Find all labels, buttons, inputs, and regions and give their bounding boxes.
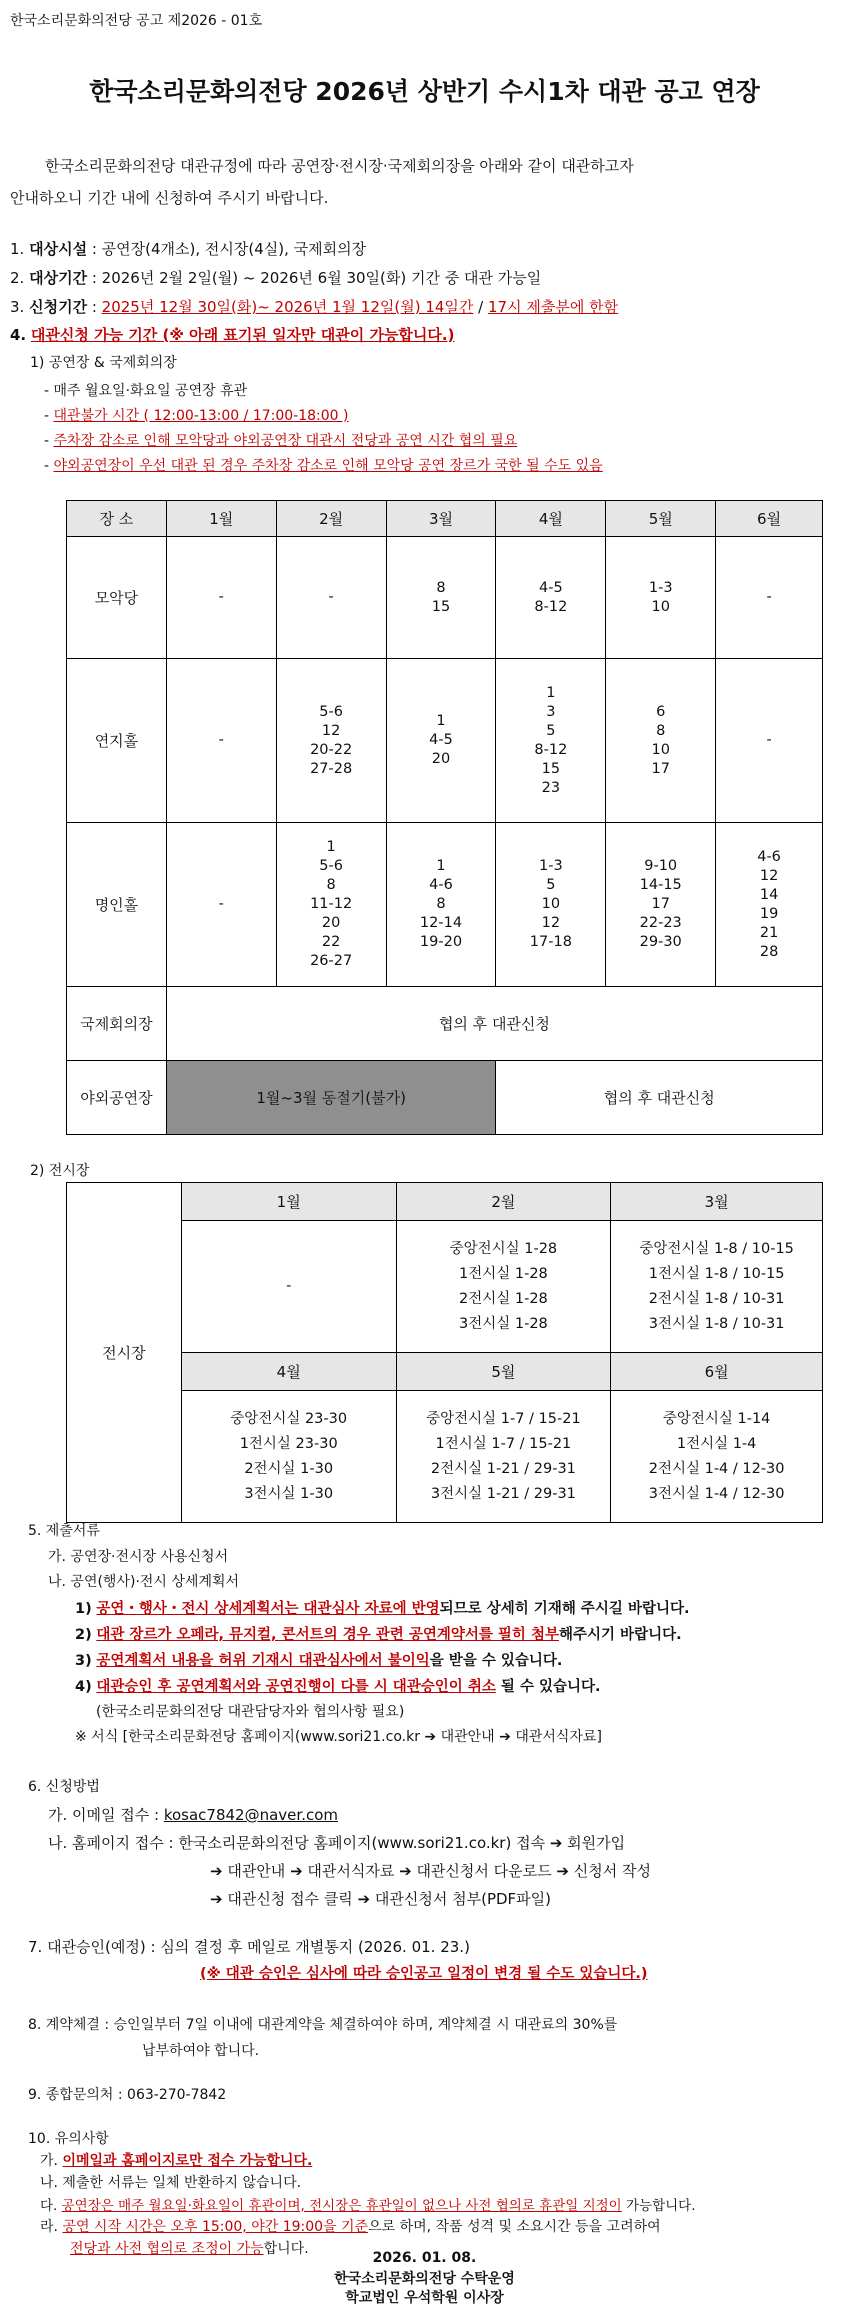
item-number: 3. [10,298,25,316]
date-line: 19-20 [419,934,463,950]
s5-na: 나. 공연(행사)·전시 상세계획서 [48,1574,240,1590]
date-line: 14 [759,886,779,903]
table-row [67,823,823,987]
exhibit-line: 1전시실 1-7 / 15-21 [435,1435,572,1452]
list-number: 1) [75,1601,92,1617]
table-row [67,537,823,659]
date-line: - [766,589,772,605]
item-value: : 2026년 2월 2일(월) ~ 2026년 6월 30일(화) 기간 중 대관 가능일 [91,269,542,287]
item-number: 2. [10,269,25,287]
venue-name: 전시장 [67,1183,182,1523]
date-cell [496,659,606,823]
exhibit-line: 3전시실 1-8 / 10-31 [648,1315,785,1332]
date-line: 10 [651,598,670,615]
bullet: - [44,408,54,424]
date-line: 10 [651,741,670,758]
venue-name: 모악당 [67,537,167,659]
date-cell [496,537,606,659]
date-line: 14-15 [639,877,682,893]
emphasis: 전당과 사전 협의로 조정이 가능 [70,2241,264,2257]
s8-line-2: 납부하여야 합니다. [142,2043,260,2059]
emphasis: 대관승인 후 공연계획서와 공연진행이 다를 시 대관승인이 취소 [96,1679,496,1695]
date-cell [716,659,823,823]
exhibit-line: 2전시실 1-8 / 10-31 [648,1290,785,1307]
date-line: 10 [541,896,561,912]
date-line: 1 [436,713,446,729]
perf-note-1: - 매주 월요일·화요일 공연장 휴관 [44,383,248,399]
list-text: 을 받을 수 있습니다. [429,1653,563,1669]
s5-line-3 [75,1649,562,1670]
item-colon: : [91,298,102,316]
intro-line-2: 안내하오니 기간 내에 신청하여 주시기 바랍니다. [10,189,329,207]
list-text: 으로 하며, 작품 성격 및 소요시간 등을 고려하여 [368,2219,661,2235]
list-text: 가능합니다. [621,2198,696,2214]
footer-date: 2026. 01. 08. [372,2250,477,2266]
exhibit-line: 중앙전시실 1-8 / 10-15 [639,1240,794,1257]
date-cell [496,823,606,987]
date-cell [606,823,716,987]
date-line: 26-27 [310,953,353,969]
column-header: 2월 [396,1183,611,1221]
column-header: 2월 [276,501,386,537]
exhibit-cell [396,1391,611,1523]
date-line: 6 [656,703,666,720]
date-line: 5 [546,722,556,739]
list-text: 되므로 상세히 기재해 주시길 바랍니다. [439,1601,690,1617]
exhibit-line: 3전시실 1-30 [244,1485,334,1502]
item-label: 대상기간 [29,269,88,287]
item-facilities [10,238,366,259]
date-cell [166,659,276,823]
table-row [67,659,823,823]
date-line: 4-6 [757,848,781,865]
item-label: 대상시설 [29,240,88,258]
date-cell [276,537,386,659]
date-line: 12 [759,867,779,884]
date-line: 28 [759,943,779,960]
date-line: 4-5 [429,732,453,748]
exhibit-cell [611,1221,823,1353]
exhibit-line: 2전시실 1-4 / 12-30 [648,1460,785,1477]
column-header: 3월 [611,1183,823,1221]
email-label: 가. 이메일 접수 : [48,1806,164,1824]
date-line: 15 [431,598,451,615]
column-header: 6월 [716,501,823,537]
perf-heading: 1) 공연장 & 국제회의장 [30,355,177,371]
item-label: 신청기간 [29,298,88,316]
column-header: 5월 [606,501,716,537]
exhibit-line: 1전시실 1-4 [676,1435,757,1452]
application-deadline: 17시 제출분에 한함 [488,298,619,316]
date-line: 23 [541,779,561,796]
s10-ga [40,2150,312,2170]
date-line: 5-6 [319,703,343,720]
column-header: 4월 [496,501,606,537]
date-line: 21 [759,924,779,941]
date-line: 5-6 [319,858,343,874]
column-header: 4월 [181,1353,396,1391]
date-line: 1 [546,684,556,701]
intro-line-1: 한국소리문화의전당 대관규정에 따라 공연장·전시장·국제회의장을 아래와 같이 대관하고자 [45,157,634,175]
date-line: 17-18 [529,934,572,950]
footer-org: 한국소리문화의전당 수탁운영 [334,2271,515,2287]
date-cell [166,537,276,659]
footer-corp: 학교법인 우석학원 이사장 [345,2290,504,2306]
s10-da [40,2194,696,2214]
intl-consult-cell: 협의 후 대관신청 [166,987,822,1061]
item-number: 4. [10,326,27,344]
date-cell [386,537,496,659]
date-cell [386,823,496,987]
table-header-row [67,501,823,537]
date-line: 19 [759,905,779,922]
exhibit-line: 2전시실 1-21 / 29-31 [430,1460,576,1477]
date-line: 3 [546,703,556,720]
item-separator: / [473,298,488,316]
date-line: 27-28 [310,760,353,777]
date-line: - [766,732,772,748]
date-line: 17 [651,896,670,912]
date-cell [276,823,386,987]
list-number: 3) [75,1653,92,1669]
date-cell [606,537,716,659]
page-title: 한국소리문화의전당 2026년 상반기 수시1차 대관 공고 연장 [89,77,760,106]
date-cell [716,537,823,659]
email-link[interactable]: kosac7842@naver.com [163,1806,338,1824]
venue-name: 명인홀 [67,823,167,987]
bullet: - [44,458,54,474]
outdoor-consult-cell: 협의 후 대관신청 [496,1061,823,1135]
date-line: 20-22 [310,741,353,758]
s10-heading: 10. 유의사항 [28,2131,109,2147]
s9-contact: 9. 종합문의처 : 063-270-7842 [28,2087,227,2103]
s10-ra [40,2216,661,2236]
date-cell [606,659,716,823]
exhibit-cell [611,1391,823,1523]
item-application-period [10,296,618,317]
date-line: 8 [436,579,446,596]
table-header-row [67,1183,823,1221]
s5-line-1 [75,1597,689,1618]
list-text: 될 수 있습니다. [495,1679,601,1695]
emphasis: 대관 장르가 오페라, 뮤지컬, 콘서트의 경우 관련 공연계약서를 필히 첨부 [96,1627,559,1643]
exhibit-line: 중앙전시실 1-7 / 15-21 [426,1410,581,1427]
item-value: : 공연장(4개소), 전시장(4실), 국제회의장 [91,240,367,258]
date-line: 29-30 [639,934,682,950]
exhibit-cell [396,1221,611,1353]
exhibit-line: 중앙전시실 23-30 [230,1410,348,1427]
date-cell [386,659,496,823]
exhibit-line: - [286,1278,292,1294]
date-line: 8 [326,877,336,893]
exhibit-line: 2전시실 1-30 [244,1460,334,1477]
outdoor-note: 야외공연장이 우선 대관 된 경우 주차장 감소로 인해 모악당 공연 장르가 국한 될 수도 있음 [53,458,603,474]
venue-name: 연지홀 [67,659,167,823]
s5-line-2 [75,1623,682,1644]
s6-email [48,1804,338,1825]
exhibit-line: 1전시실 23-30 [239,1435,338,1452]
column-header: 5월 [396,1353,611,1391]
list-number: 라. [40,2219,63,2235]
perf-note-3 [44,430,517,450]
date-line: - [218,589,224,605]
date-line: 11-12 [310,896,353,912]
date-cell [276,659,386,823]
date-line: 22-23 [639,915,682,931]
date-line: 1 [326,839,336,855]
item-available-dates [10,324,454,345]
date-line: 8 [436,896,446,912]
s6-homepage-2: ➔ 대관안내 ➔ 대관서식자료 ➔ 대관신청서 다운로드 ➔ 신청서 작성 [210,1862,651,1880]
list-text: 합니다. [263,2241,309,2257]
exhibit-cell [181,1221,396,1353]
date-line: 20 [321,915,341,931]
s6-homepage-3: ➔ 대관신청 접수 클릭 ➔ 대관신청서 첨부(PDF파일) [210,1890,552,1908]
date-line: 8-12 [534,741,568,758]
date-line: 22 [321,934,341,950]
exhibit-line: 중앙전시실 1-28 [449,1240,558,1257]
perf-note-4 [44,455,603,475]
date-line: 8-12 [534,598,568,615]
column-header: 장 소 [67,501,167,537]
date-line: - [328,589,334,605]
item-number: 1. [10,240,25,258]
date-cell [716,823,823,987]
table-row [67,1061,823,1135]
perf-note-2 [44,405,349,425]
exhibit-line: 중앙전시실 1-14 [662,1410,771,1427]
column-header: 3월 [386,501,496,537]
date-line: 15 [541,760,561,777]
s6-homepage-1: 나. 홈페이지 접수 : 한국소리문화의전당 홈페이지(www.sori21.co.kr) 접속 ➔ 회원가입 [48,1834,626,1852]
parking-note: 주차장 감소로 인해 모악당과 야외공연장 대관시 전당과 공연 시간 협의 필요 [53,433,518,449]
date-line: - [218,896,224,912]
exhibit-schedule-table [66,1182,823,1523]
item-period [10,267,541,288]
list-number: 4) [75,1679,92,1695]
date-line: 12 [541,915,561,931]
date-line: 1-3 [648,579,673,596]
exhibit-line: 3전시실 1-4 / 12-30 [648,1485,785,1502]
s5-line-4-note: (한국소리문화의전당 대관담당자와 협의사항 필요) [96,1704,405,1720]
date-line: 5 [546,877,556,893]
list-text: 해주시기 바랍니다. [558,1627,682,1643]
s6-heading: 6. 신청방법 [28,1779,100,1795]
date-line: 17 [651,760,670,777]
table-row [67,987,823,1061]
exhibit-line: 3전시실 1-28 [459,1315,548,1332]
date-line: 4-6 [429,877,453,893]
venue-name: 국제회의장 [67,987,167,1061]
s7-heading: 7. 대관승인(예정) : 심의 결정 후 메일로 개별통지 (2026. 01. 23.) [28,1938,470,1956]
list-number: 가. [40,2153,63,2169]
date-line: 12-14 [419,915,463,931]
date-line: - [218,732,224,748]
date-line: 12 [321,722,341,739]
list-number: 다. [40,2198,62,2214]
column-header: 1월 [181,1183,396,1221]
unavailable-hours: 대관불가 시간 ( 12:00-13:00 / 17:00-18:00 ) [53,408,349,424]
date-line: 20 [431,751,451,767]
s5-ga: 가. 공연장·전시장 사용신청서 [48,1549,229,1565]
outdoor-closed-cell: 1월~3월 동절기(불가) [166,1061,496,1135]
date-line: 1 [436,858,446,874]
emphasis: 공연・행사・전시 상세계획서는 대관심사 자료에 반영 [96,1601,440,1617]
exhibit-line: 1전시실 1-8 / 10-15 [648,1265,785,1282]
emphasis: 공연장은 매주 월요일·화요일이 휴관이며, 전시장은 휴관일이 없으나 사전 협의로 휴관일 지정이 [61,2198,622,2214]
column-header: 6월 [611,1353,823,1391]
s8-line-1: 8. 계약체결 : 승인일부터 7일 이내에 대관계약을 체결하여야 하며, 계약체결 시 대관료의 30%를 [28,2017,618,2033]
s5-form-note: ※ 서식 [한국소리문화전당 홈페이지(www.sori21.co.kr ➔ 대관안내 ➔ 대관서식자료] [75,1729,602,1745]
s7-note: (※ 대관 승인은 심사에 따라 승인공고 일정이 변경 될 수도 있습니다.) [200,1966,648,1982]
available-dates-notice: 대관신청 가능 기간 (※ 아래 표기된 일자만 대관이 가능합니다.) [30,326,455,344]
date-cell [166,823,276,987]
perf-schedule-table [66,500,823,1135]
exhibit-line: 2전시실 1-28 [459,1290,548,1307]
s5-heading: 5. 제출서류 [28,1523,100,1539]
exhibit-cell [181,1391,396,1523]
date-line: 1-3 [539,858,563,874]
date-line: 4-5 [539,579,563,596]
exhibit-heading: 2) 전시장 [30,1163,90,1179]
s5-line-4 [75,1675,601,1696]
application-dates: 2025년 12월 30일(화)~ 2026년 1월 12일(월) 14일간 [101,298,474,316]
exhibit-line: 1전시실 1-28 [459,1265,548,1282]
emphasis: 공연 시작 시간은 오후 15:00, 야간 19:00을 기준 [62,2219,369,2235]
emphasis: 이메일과 홈페이지로만 접수 가능합니다. [62,2153,313,2169]
list-number: 2) [75,1627,92,1643]
exhibit-line: 3전시실 1-21 / 29-31 [430,1485,576,1502]
notice-number: 한국소리문화의전당 공고 제2026 - 01호 [10,13,263,29]
bullet: - [44,433,54,449]
venue-name: 야외공연장 [67,1061,167,1135]
column-header: 1월 [166,501,276,537]
emphasis: 공연계획서 내용을 허위 기재시 대관심사에서 불이익 [96,1653,430,1669]
date-line: 9-10 [644,858,678,874]
s10-na: 나. 제출한 서류는 일체 반환하지 않습니다. [40,2175,302,2191]
date-line: 8 [656,722,666,739]
